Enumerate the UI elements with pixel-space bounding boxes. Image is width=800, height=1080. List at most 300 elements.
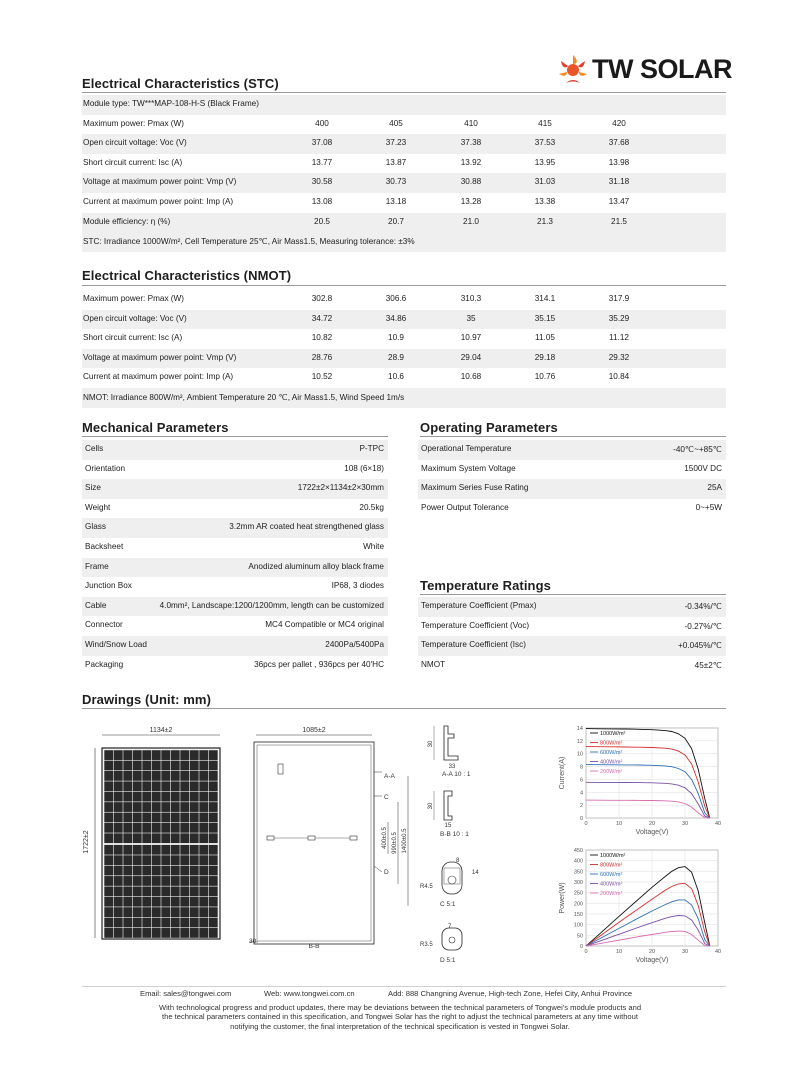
solar-cell (123, 855, 132, 865)
temperature-row-label: Temperature Coefficient (Isc) (421, 640, 526, 650)
solar-cell (123, 802, 132, 812)
solar-cell (180, 833, 189, 843)
detail-c-radius: R4.5 (420, 884, 433, 890)
solar-cell (190, 771, 199, 781)
solar-cell (133, 823, 142, 833)
solar-cell (190, 813, 199, 823)
solar-cell (123, 771, 132, 781)
solar-cell (171, 802, 180, 812)
stc-row-value: 13.92 (460, 157, 482, 167)
y-tick-label: 50 (576, 933, 583, 940)
nmot-row-value: 10.84 (608, 372, 630, 382)
solar-cell (171, 792, 180, 802)
temperature-row-value: 45±2℃ (694, 660, 722, 670)
x-tick-label: 40 (714, 821, 722, 827)
solar-cell (190, 792, 199, 802)
solar-cell (123, 907, 132, 917)
solar-cell (180, 750, 189, 760)
solar-cell (133, 897, 142, 907)
solar-cell (104, 781, 113, 791)
solar-cell (180, 813, 189, 823)
section-bb-drawing (428, 791, 469, 838)
nmot-row-label: Maximum power: Pmax (W) (83, 294, 184, 303)
solar-cell (161, 866, 170, 876)
mechanical-row-value: 1722±2×1134±2×30mm (297, 483, 384, 493)
temperature-title: Temperature Ratings (420, 578, 551, 593)
solar-cell (190, 886, 199, 896)
solar-cell (142, 761, 151, 771)
solar-cell (152, 855, 161, 865)
mechanical-row-value: 3.2mm AR coated heat strengthened glass (229, 522, 384, 532)
solar-cell (209, 866, 218, 876)
mechanical-row-value: 20.5kg (359, 502, 384, 512)
mechanical-row-label: Packaging (85, 659, 124, 669)
solar-cell (104, 886, 113, 896)
solar-cell (199, 886, 208, 896)
drawings-title: Drawings (Unit: mm) (82, 692, 212, 707)
solar-cell (152, 918, 161, 928)
stc-row-value: 37.68 (608, 138, 630, 148)
aa-section-label: A-A 10 : 1 (442, 771, 471, 778)
solar-cell (171, 886, 180, 896)
temperature-row-value: -0.34%/℃ (684, 602, 722, 611)
module-drawings (82, 716, 552, 971)
y-tick-label: 400 (573, 858, 583, 865)
solar-cell (152, 823, 161, 833)
solar-cell (152, 886, 161, 896)
x-axis-label: Voltage(V) (635, 829, 669, 836)
operating-row-value: 0~+5W (695, 502, 722, 512)
mechanical-row-label: Glass (85, 522, 106, 532)
solar-cell (104, 928, 113, 938)
nmot-row-value: 10.76 (534, 372, 556, 382)
stc-row-value: 13.18 (385, 197, 407, 206)
solar-cell (190, 781, 199, 791)
solar-cell (180, 771, 189, 781)
solar-cell (190, 802, 199, 812)
solar-cell (190, 823, 199, 833)
solar-cell (180, 897, 189, 907)
x-tick-label: 40 (714, 949, 722, 955)
nmot-row-label: Voltage at maximum power point: Vmp (V) (83, 352, 237, 362)
solar-cell (161, 781, 170, 791)
solar-cell (152, 792, 161, 802)
stc-row-value: 13.77 (311, 157, 333, 167)
stc-title: Electrical Characteristics (STC) (82, 76, 279, 91)
detail-c-dim-8: 8 (456, 858, 460, 864)
brand-name: TW SOLAR (592, 54, 732, 84)
solar-cell (209, 897, 218, 907)
solar-cell (123, 876, 132, 886)
mechanical-row-label: Cells (85, 444, 104, 453)
operating-row-value: 1500V DC (684, 463, 722, 473)
mechanical-row-value: White (363, 542, 384, 551)
solar-cell (161, 771, 170, 781)
solar-cell (152, 907, 161, 917)
solar-cell (142, 813, 151, 823)
solar-cell (152, 750, 161, 760)
aa-height-label: 30 (428, 740, 434, 748)
solar-cell (209, 833, 218, 843)
mechanical-row-label: Cable (85, 600, 107, 610)
module-type: Module type: TW***MAP-108-H-S (Black Frame) (83, 99, 259, 108)
solar-cell (114, 802, 123, 812)
solar-cell (123, 866, 132, 876)
nmot-title: Electrical Characteristics (NMOT) (82, 268, 292, 283)
stc-row-value: 13.28 (460, 197, 482, 206)
solar-cell (180, 781, 189, 791)
nmot-row-value: 34.72 (311, 313, 333, 323)
nmot-footnote: NMOT: Irradiance 800W/m², Ambient Temperature 20 ℃, Air Mass1.5, Wind Speed 1m/s (83, 393, 405, 402)
solar-cell (199, 897, 208, 907)
nmot-row-value: 10.52 (311, 372, 333, 382)
mechanical-row-value: 36pcs per pallet , 936pcs per 40'HC (254, 659, 384, 669)
solar-cell (152, 928, 161, 938)
legend-label: 800W/m² (600, 862, 623, 869)
temperature-row-value: +0.045%/℃ (677, 641, 722, 651)
solar-cell (209, 802, 218, 812)
solar-cell (152, 845, 161, 855)
solar-cell (161, 792, 170, 802)
y-tick-label: 6 (579, 777, 583, 784)
solar-cell (133, 792, 142, 802)
nmot-row-value: 314.1 (534, 294, 556, 303)
solar-cell (152, 781, 161, 791)
stc-row-value: 410 (464, 118, 478, 128)
legend-label: 600W/m² (600, 750, 623, 756)
nmot-row-value: 35 (466, 313, 476, 323)
solar-cell (171, 845, 180, 855)
solar-cell (209, 823, 218, 833)
solar-cell (209, 845, 218, 855)
solar-cell (152, 876, 161, 886)
x-axis-label: Voltage(V) (635, 957, 669, 964)
solar-cell (199, 781, 208, 791)
temperature-row-label: Temperature Coefficient (Voc) (421, 620, 530, 630)
solar-cell (209, 876, 218, 886)
solar-cell (142, 928, 151, 938)
back-width-label: 1085±2 (302, 727, 326, 734)
solar-cell (152, 761, 161, 771)
nmot-row-label: Short circuit current: Isc (A) (83, 333, 183, 343)
solar-cell (114, 886, 123, 896)
nmot-row-value: 10.6 (388, 372, 404, 382)
solar-cell (133, 781, 142, 791)
y-tick-label: 200 (573, 901, 583, 908)
mechanical-row-value: 108 (6×18) (344, 463, 384, 473)
footer-address: Add: 888 Changning Avenue, High-tech Zone, Hefei City, Anhui Province (388, 989, 633, 998)
solar-cell (104, 771, 113, 781)
solar-cell (190, 897, 199, 907)
stc-row-value: 21.5 (611, 216, 627, 226)
mechanical-row-value: 4.0mm², Landscape:1200/1200mm, length can be customized (159, 600, 384, 610)
solar-cell (114, 750, 123, 760)
section-aa-drawing (428, 726, 471, 778)
solar-cell (133, 802, 142, 812)
solar-cell (152, 833, 161, 843)
stc-row-value: 30.73 (385, 177, 407, 187)
callout-d: D (384, 869, 389, 876)
mechanical-row-label: Frame (85, 561, 109, 571)
y-tick-label: 100 (573, 922, 583, 929)
x-tick-label: 10 (615, 821, 623, 827)
solar-cell (142, 855, 151, 865)
bb-width-label: 15 (444, 823, 452, 829)
solar-cell (104, 813, 113, 823)
disclaimer-line-3: notifying the customer, the final interpretation of the technical specification is vested in Tongwei Solar. (230, 1021, 570, 1031)
bb-section-label: B-B 10 : 1 (440, 831, 469, 838)
nmot-rule (82, 285, 726, 286)
operating-row-label: Power Output Tolerance (421, 502, 509, 512)
solar-cell (133, 918, 142, 928)
solar-cell (161, 928, 170, 938)
stc-footnote: STC: Irradiance 1000W/m², Cell Temperature 25℃, Air Mass1.5, Measuring tolerance: ±3% (83, 237, 415, 247)
y-axis-label: Current(A) (559, 756, 566, 790)
temperature-row-label: Temperature Coefficient (Pmax) (421, 601, 537, 610)
stc-row-label: Maximum power: Pmax (W) (83, 118, 184, 128)
solar-cell (171, 855, 180, 865)
solar-cell (209, 750, 218, 760)
stc-row-value: 31.03 (534, 177, 556, 187)
solar-cell (133, 750, 142, 760)
solar-cell (114, 771, 123, 781)
mechanical-title: Mechanical Parameters (82, 420, 229, 435)
mechanical-row-value: IP68, 3 diodes (331, 581, 384, 591)
stc-row-label: Short circuit current: Isc (A) (83, 157, 183, 167)
solar-cell (133, 771, 142, 781)
y-tick-label: 300 (573, 880, 583, 886)
y-tick-label: 10 (576, 751, 583, 758)
solar-cell (142, 750, 151, 760)
solar-cell (104, 855, 113, 865)
stc-row-value: 30.88 (460, 177, 482, 187)
solar-cell (190, 866, 199, 876)
x-tick-label: 0 (584, 949, 588, 955)
stc-rule (82, 92, 726, 93)
nmot-row-value: 28.9 (388, 352, 404, 362)
solar-cell (171, 761, 180, 771)
solar-cell (180, 802, 189, 812)
footer-web[interactable]: Web: www.tongwei.com.cn (264, 989, 355, 998)
solar-cell (161, 897, 170, 907)
solar-cell (133, 855, 142, 865)
solar-cell (180, 918, 189, 928)
stc-row-label: Open circuit voltage: Voc (V) (83, 138, 187, 148)
solar-cell (180, 928, 189, 938)
solar-cell (209, 781, 218, 791)
footer-rule (82, 986, 726, 987)
front-view-drawing (83, 727, 220, 939)
detail-c-label: C 5:1 (440, 901, 456, 908)
solar-cell (104, 802, 113, 812)
nmot-row-value: 11.05 (535, 333, 555, 343)
detail-d-label: D 5:1 (440, 957, 456, 964)
solar-cell (161, 918, 170, 928)
solar-cell (152, 897, 161, 907)
solar-cell (133, 907, 142, 917)
operating-row-label: Operational Temperature (421, 444, 512, 453)
solar-cell (104, 833, 113, 843)
solar-cell (199, 928, 208, 938)
solar-cell (199, 855, 208, 865)
stc-row-value: 13.87 (385, 157, 407, 167)
y-tick-label: 250 (573, 890, 583, 897)
stc-row-value: 37.08 (311, 138, 333, 148)
solar-cell (199, 761, 208, 771)
nmot-row-value: 35.29 (608, 313, 630, 323)
sun-logo-icon (556, 52, 590, 86)
nmot-row-value: 302.8 (311, 294, 333, 303)
bb-height-label: 30 (428, 802, 434, 810)
solar-cell (199, 833, 208, 843)
solar-cell (209, 855, 218, 865)
solar-cell (133, 845, 142, 855)
drawings-rule (82, 708, 726, 709)
y-tick-label: 150 (573, 912, 583, 918)
solar-cell (104, 876, 113, 886)
nmot-row-value: 29.04 (460, 352, 482, 362)
stc-row-value: 13.08 (311, 197, 333, 206)
operating-row-label: Maximum Series Fuse Rating (421, 483, 529, 493)
solar-cell (209, 928, 218, 938)
solar-cell (142, 886, 151, 896)
stc-row-value: 21.0 (463, 216, 479, 226)
mechanical-row-label: Connector (85, 620, 123, 630)
solar-cell (171, 876, 180, 886)
solar-cell (190, 855, 199, 865)
mechanical-row-label: Weight (85, 502, 111, 512)
solar-cell (114, 907, 123, 917)
solar-cell (171, 771, 180, 781)
stc-row-label: Module efficiency: η (%) (83, 216, 171, 226)
solar-cell (199, 907, 208, 917)
solar-cell (152, 771, 161, 781)
solar-cell (142, 907, 151, 917)
nmot-row-value: 10.82 (311, 333, 333, 343)
mechanical-row-label: Wind/Snow Load (85, 640, 147, 649)
stc-row-value: 420 (612, 118, 626, 128)
solar-cell (161, 855, 170, 865)
solar-cell (133, 761, 142, 771)
solar-cell (104, 897, 113, 907)
brand-logo (556, 52, 732, 86)
temperature-row-value: -0.27%/℃ (684, 621, 722, 631)
legend-label: 400W/m² (600, 759, 623, 766)
y-tick-label: 8 (579, 764, 583, 771)
solar-cell (114, 866, 123, 876)
solar-cell (104, 750, 113, 760)
nmot-row-label: Open circuit voltage: Voc (V) (83, 313, 187, 323)
solar-cell (161, 802, 170, 812)
solar-cell (190, 761, 199, 771)
x-tick-label: 30 (681, 821, 689, 827)
nmot-row-value: 310.3 (460, 294, 482, 303)
solar-cell (142, 771, 151, 781)
y-axis-label: Power(W) (559, 882, 566, 914)
solar-cell (123, 897, 132, 907)
solar-cell (123, 761, 132, 771)
aa-width-label: 33 (448, 764, 456, 770)
solar-cell (123, 813, 132, 823)
temperature-rule (420, 594, 726, 595)
solar-cell (161, 823, 170, 833)
solar-cell (114, 845, 123, 855)
solar-cell (104, 907, 113, 917)
detail-d-drawing (420, 924, 462, 964)
x-tick-label: 10 (615, 949, 623, 955)
solar-cell (114, 918, 123, 928)
solar-cell (142, 792, 151, 802)
y-tick-label: 4 (579, 790, 583, 797)
solar-cell (199, 845, 208, 855)
legend-label: 200W/m² (600, 891, 623, 897)
solar-cell (171, 928, 180, 938)
footer-disclaimer (90, 1003, 710, 1031)
x-tick-label: 0 (584, 821, 588, 827)
solar-cell (123, 750, 132, 760)
solar-cell (104, 792, 113, 802)
stc-row-value: 30.58 (311, 177, 333, 187)
solar-cell (180, 866, 189, 876)
solar-cell (180, 845, 189, 855)
solar-cell (142, 781, 151, 791)
footer-email[interactable]: Email: sales@tongwei.com (140, 989, 232, 998)
solar-cell (190, 928, 199, 938)
solar-cell (152, 813, 161, 823)
stc-row-value: 13.47 (608, 197, 630, 206)
solar-cell (190, 750, 199, 760)
stc-row-value: 37.23 (385, 138, 407, 148)
nmot-row-label: Current at maximum power point: Imp (A) (83, 372, 234, 382)
solar-cell (161, 886, 170, 896)
frame-thickness-label: 30 (249, 938, 257, 945)
stc-row-label: Voltage at maximum power point: Vmp (V) (83, 177, 237, 187)
x-tick-label: 20 (648, 821, 656, 827)
back-view-drawing (249, 727, 408, 950)
solar-cell (209, 771, 218, 781)
nmot-row-value: 34.86 (385, 313, 407, 323)
section-bb-label: B-B (308, 943, 320, 950)
mount-dim-2: 990±0.5 (392, 832, 398, 854)
solar-cell (114, 813, 123, 823)
stc-row-value: 37.53 (534, 138, 556, 148)
legend-label: 600W/m² (600, 872, 623, 878)
operating-row-label: Maximum System Voltage (421, 463, 516, 473)
y-tick-label: 2 (579, 803, 583, 810)
front-width-label: 1134±2 (149, 727, 173, 734)
solar-cell (161, 845, 170, 855)
mount-dim-1: 400±0.5 (382, 827, 388, 849)
solar-cell (133, 833, 142, 843)
solar-cell (142, 802, 151, 812)
solar-cell (199, 802, 208, 812)
stc-row-value: 13.98 (608, 157, 630, 167)
solar-cell (114, 792, 123, 802)
stc-row-value: 20.7 (388, 216, 404, 226)
solar-cell (180, 823, 189, 833)
stc-row-label: Current at maximum power point: Imp (A) (83, 197, 234, 206)
solar-cell (180, 761, 189, 771)
pv-curve-chart (552, 844, 724, 968)
solar-cell (123, 823, 132, 833)
solar-cell (114, 876, 123, 886)
solar-cell (171, 833, 180, 843)
mechanical-row-label: Orientation (85, 463, 126, 473)
callout-c: C (384, 794, 389, 801)
mechanical-rule (82, 436, 388, 437)
callout-aa: A-A (384, 773, 395, 780)
solar-cell (104, 918, 113, 928)
